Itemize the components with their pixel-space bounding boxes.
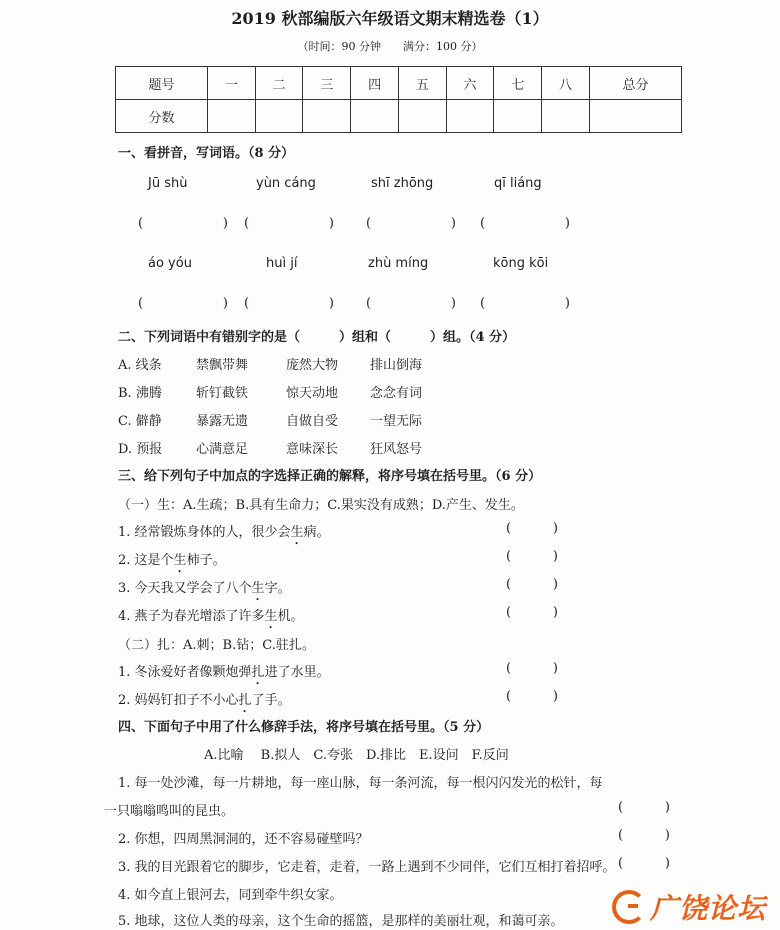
option-label: A. 线条	[118, 358, 162, 373]
table-cell: 四	[351, 67, 399, 100]
pinyin-label: huì jí	[266, 256, 298, 271]
question-item: 3. 我的目光跟着它的脚步，它走着，走着，一路上遇到不少同伴，它们互相打着招呼。	[118, 860, 616, 875]
answer-blank[interactable]: ( )	[244, 216, 334, 231]
score-cell[interactable]	[494, 100, 542, 133]
score-table	[115, 66, 682, 133]
section-heading: 一、看拼音，写词语。（8 分）	[118, 146, 295, 161]
option-label: D. 预报	[118, 442, 163, 457]
answer-blank[interactable]: ( )	[366, 296, 456, 311]
word-item: 斩钉截铁	[196, 386, 249, 401]
word-item: 心满意足	[196, 442, 249, 457]
score-cell[interactable]	[208, 100, 256, 133]
pinyin-label: yùn cáng	[256, 176, 316, 191]
answer-blank[interactable]: ( )	[506, 689, 558, 704]
word-item: 一望无际	[370, 414, 423, 429]
pinyin-label: kōng kōi	[493, 256, 549, 271]
table-row	[116, 67, 682, 100]
watermark-text: 广饶论坛	[650, 892, 767, 925]
answer-blank[interactable]: ( )	[618, 800, 670, 815]
answer-blank[interactable]: ( )	[618, 856, 670, 871]
score-cell[interactable]	[446, 100, 494, 133]
exam-info: （时间：90 分钟 满分：100 分）	[297, 40, 483, 53]
pinyin-label: Jū shù	[148, 176, 188, 191]
answer-blank[interactable]: ( )	[618, 828, 670, 843]
section-heading: 三、给下列句子中加点的字选择正确的解释，将序号填在括号里。（6 分）	[118, 469, 542, 484]
question-item: 1. 经常锻炼身体的人，很少会生病。	[118, 525, 330, 540]
option-label: B. 沸腾	[118, 386, 162, 401]
table-cell: 分数	[116, 100, 208, 133]
question-item: 2. 妈妈钉扣子不小心扎了手。	[118, 693, 291, 708]
word-item: 排山倒海	[370, 358, 423, 373]
question-item: 4. 如今直上银河去，同到牵牛织女家。	[118, 888, 343, 903]
score-cell[interactable]	[398, 100, 446, 133]
table-cell: 七	[494, 67, 542, 100]
section-heading: 四、下面句子中用了什么修辞手法，将序号填在括号里。（5 分）	[118, 720, 490, 735]
word-item: 念念有词	[370, 386, 423, 401]
table-cell: 三	[303, 67, 351, 100]
page-title: 2019 秋部编版六年级语文期末精选卷（1）	[231, 9, 549, 28]
table-cell: 总分	[589, 67, 681, 100]
table-cell: 五	[398, 67, 446, 100]
question-item: 1. 冬泳爱好者像颗炮弹扎进了水里。	[118, 665, 330, 680]
answer-blank[interactable]: ( )	[506, 549, 558, 564]
score-cell[interactable]	[303, 100, 351, 133]
section-heading: 二、下列词语中有错别字的是（ ）组和（ ）组。（4 分）	[118, 330, 516, 345]
answer-blank[interactable]: ( )	[138, 296, 228, 311]
table-cell: 题号	[116, 67, 208, 100]
word-item: 庞然大物	[286, 358, 339, 373]
table-cell: 二	[255, 67, 303, 100]
table-row	[116, 100, 682, 133]
definition-line: （二）扎：A.刺；B.钻；C.驻扎。	[118, 638, 315, 653]
site-watermark	[612, 884, 780, 930]
word-item: 禁飘带舞	[196, 358, 249, 373]
pinyin-label: áo yóu	[148, 256, 192, 271]
question-item: 2. 这是个生柿子。	[118, 553, 226, 568]
table-cell: 六	[446, 67, 494, 100]
answer-blank[interactable]: ( )	[480, 296, 570, 311]
question-item: 5. 地球，这位人类的母亲，这个生命的摇篮，是那样的美丽壮观，和蔼可亲。	[118, 914, 564, 929]
word-item: 惊天动地	[286, 386, 339, 401]
choice-options: A.比喻 B.拟人 C.夸张 D.排比 E.设问 F.反问	[204, 748, 509, 763]
option-label: C. 僻静	[118, 414, 162, 429]
brand-logo-icon	[612, 890, 646, 924]
question-item: 3. 今天我又学会了八个生字。	[118, 581, 291, 596]
pinyin-label: qī liáng	[494, 176, 542, 191]
score-cell[interactable]	[589, 100, 681, 133]
table-cell: 八	[542, 67, 590, 100]
answer-blank[interactable]: ( )	[506, 521, 558, 536]
answer-blank[interactable]: ( )	[366, 216, 456, 231]
answer-blank[interactable]: ( )	[506, 577, 558, 592]
question-item-continued: 一只嗡嗡鸣叫的昆虫。	[104, 804, 235, 819]
word-item: 意味深长	[286, 442, 339, 457]
definition-line: （一）生：A.生疏；B.具有生命力；C.果实没有成熟；D.产生、发生。	[118, 498, 524, 513]
question-item: 4. 燕子为春光增添了许多生机。	[118, 609, 304, 624]
question-item: 1. 每一处沙滩，每一片耕地，每一座山脉，每一条河流，每一根闪闪发光的松针，每	[118, 776, 603, 791]
score-cell[interactable]	[351, 100, 399, 133]
answer-blank[interactable]: ( )	[506, 661, 558, 676]
word-item: 狂风怒号	[370, 442, 423, 457]
score-cell[interactable]	[542, 100, 590, 133]
word-item: 暴露无遗	[196, 414, 249, 429]
table-cell: 一	[208, 67, 256, 100]
question-item: 2. 你想，四周黑洞洞的，还不容易碰壁吗？	[118, 832, 369, 847]
answer-blank[interactable]: ( )	[138, 216, 228, 231]
score-cell[interactable]	[255, 100, 303, 133]
answer-blank[interactable]: ( )	[480, 216, 570, 231]
answer-blank[interactable]: ( )	[506, 605, 558, 620]
pinyin-label: zhù míng	[368, 256, 429, 271]
pinyin-label: shī zhōng	[371, 176, 434, 191]
word-item: 自做自受	[286, 414, 339, 429]
answer-blank[interactable]: ( )	[244, 296, 334, 311]
